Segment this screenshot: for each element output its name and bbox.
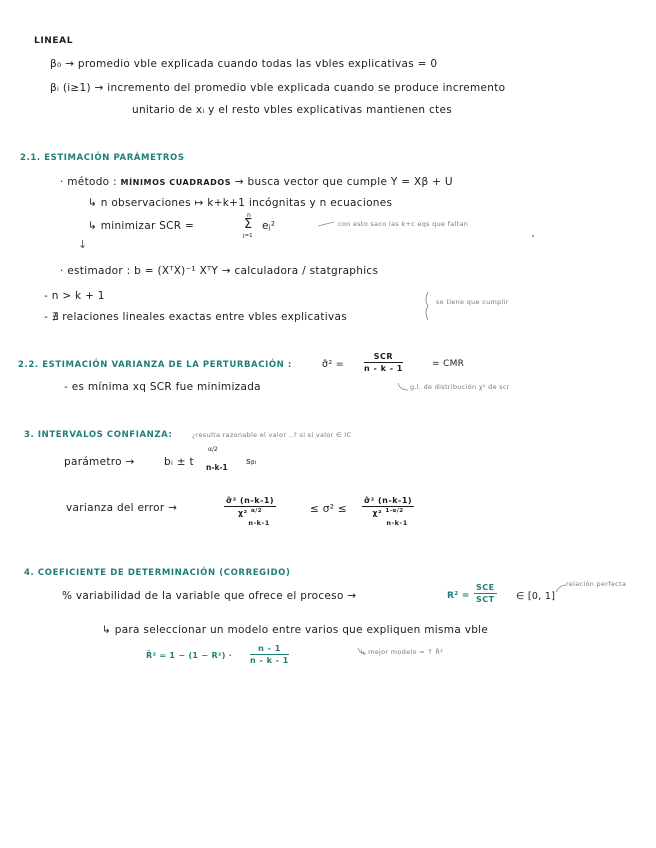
side-note-hook [398, 383, 408, 390]
ic-right-den [362, 506, 414, 527]
estimador-line: · estimador : b = (XᵀX)⁻¹ XᵀY → calculadora / statgraphics [60, 265, 379, 277]
beta0-text: promedio vble explicada cuando todas las vbles explicativas = 0 [77, 58, 438, 70]
sum-term: eⱼ² [262, 220, 276, 232]
t-subscript: n-k-1 [206, 463, 228, 472]
ic-right-sub: n-k-1 [386, 518, 408, 527]
conditions-note: se tiene que cumplir [436, 298, 509, 306]
r2-lhs: R² = [447, 591, 470, 601]
note-stroke-1 [318, 222, 334, 226]
sec21-title: 2.1. ESTIMACIÓN PARÁMETROS [20, 153, 185, 163]
sec22-note: - es mínima xq SCR fue minimizada [64, 381, 261, 393]
ic-left-chi: χ² [237, 508, 248, 518]
sec22-side-note: g.l. de distribución χ² de scr [410, 383, 510, 391]
sum-lower: j=1 [243, 233, 253, 239]
ic-right-sup: 1-α/2 [385, 508, 404, 514]
metodo-rest: → busca vector que cumple Y = Xβ + U [234, 176, 453, 188]
adj-r2-lhs: R̄² = 1 − (1 − R²) · [146, 651, 233, 660]
parametro-label: parámetro → [64, 456, 135, 468]
sec4-title: 4. COEFICIENTE DE DETERMINACIÓN (CORREGIDO) [24, 568, 291, 578]
sec22-lhs: σ̂² = [322, 359, 345, 370]
condition-1: - n > k + 1 [44, 290, 105, 302]
ic-left-den [224, 506, 276, 527]
metodo-name: MÍNIMOS CUADRADOS [120, 178, 232, 187]
parametro-formula: bᵢ ± t [164, 456, 194, 468]
parametro-tail: sᵦᵢ [246, 457, 257, 467]
r2-num: SCE [476, 583, 495, 592]
r2-fraction [474, 583, 497, 604]
ic-right-num: σ̂² (n-k-1) [364, 496, 413, 505]
sec4-desc: % variabilidad de la variable que ofrece el proceso → [62, 590, 357, 602]
betai-label: βᵢ (i≥1) → [50, 82, 104, 94]
observaciones-line: ↳ n observaciones ↦ k+k+1 incógnitas y n ecuaciones [88, 197, 393, 209]
sec22-title: 2.2. ESTIMACIÓN VARIANZA DE LA PERTURBACIÓN : [18, 360, 292, 370]
sec22-den: n - k - 1 [364, 364, 403, 373]
dot-mark [532, 235, 534, 237]
sum-upper: n [247, 212, 251, 219]
r2-den: SCT [474, 593, 497, 604]
beta0-line [50, 58, 437, 70]
minimizar-note: con esto saco las k+c eqs que faltan [338, 220, 469, 228]
r2-range: ∈ [0, 1] [516, 591, 556, 602]
sec4-select: ↳ para seleccionar un modelo entre varios que expliquen misma vble [102, 624, 489, 636]
betai-line1: incremento del promedio vble explicada cuando se produce incremento [107, 82, 506, 94]
sum-symbol: Σ [244, 217, 253, 232]
ic-left-sup: α/2 [250, 508, 263, 514]
betai-line2: unitario de xᵢ y el resto vbles explicativas mantienen ctes [132, 104, 453, 116]
adj-r2-note: ↳ mejor modelo = ↑ R̄² [360, 648, 444, 656]
sec22-num: SCR [373, 352, 394, 361]
beta0-label: β₀ → [50, 58, 75, 70]
varianza-label: varianza del error → [66, 502, 178, 514]
ic-right-fraction [362, 496, 414, 527]
sec22-fraction [364, 352, 403, 373]
ic-left-num: σ̂² (n-k-1) [226, 496, 275, 505]
arrow-down: ↓ [78, 238, 88, 251]
sec3-subtitle: ¿resulta razonable el valor ..? si si valor ∈ IC [192, 431, 352, 439]
adj-r2-fraction [250, 644, 289, 665]
range-note-hook [556, 585, 566, 592]
metodo-label: · método : [60, 176, 117, 188]
metodo-line [60, 176, 453, 188]
ic-right-chi: χ² [372, 508, 383, 518]
t-superscript: α/2 [208, 446, 218, 453]
ic-left-fraction [224, 496, 276, 527]
brace-stroke [426, 292, 428, 320]
adj-r2-num: n - 1 [258, 644, 281, 653]
ic-left-sub: n-k-1 [248, 518, 270, 527]
betai-line [50, 82, 505, 94]
sec22-rhs: = CMR [432, 359, 465, 369]
condition-2: - ∄ relaciones lineales exactas entre vbles explicativas [44, 311, 347, 323]
ic-middle: ≤ σ² ≤ [310, 503, 347, 515]
minimizar-line: ↳ minimizar SCR = [88, 220, 195, 232]
sec3-title: 3. INTERVALOS CONFIANZA: [24, 430, 173, 440]
heading: LINEAL [34, 36, 74, 46]
adj-r2-den: n - k - 1 [250, 656, 289, 665]
r2-range-note: relación perfecta [566, 580, 627, 588]
